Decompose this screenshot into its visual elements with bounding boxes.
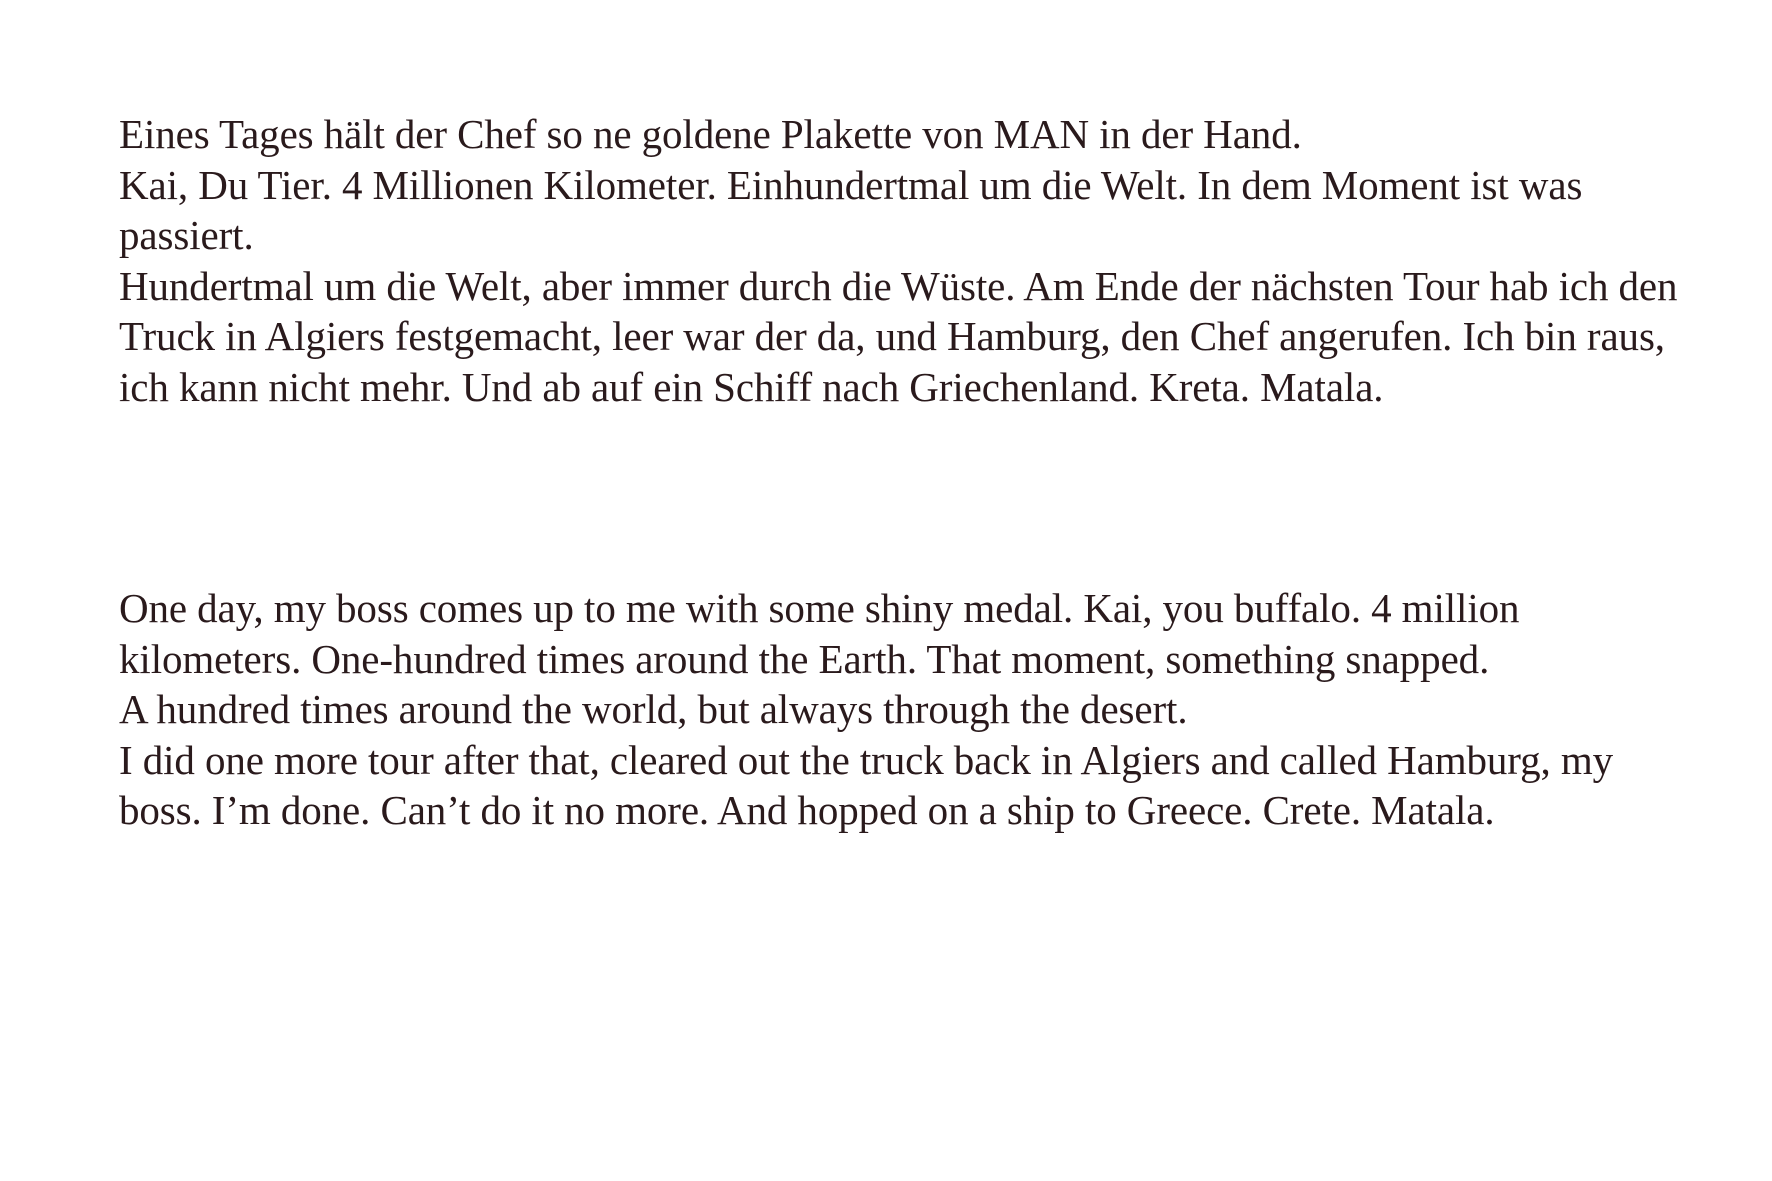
german-paragraph-3: Hundertmal um die Welt, aber immer durch die Wüste. Am Ende der nächsten Tour hab ich den Truck in Algiers festgemacht, leer war der da, und Hamburg, den Chef angerufen. Ich bin raus, ich kann nicht mehr. Und ab auf ein Schiff nach Griechenland. Kreta. Matala.: [119, 262, 1678, 410]
english-text-block: [119, 583, 1679, 836]
english-paragraph-1: One day, my boss comes up to me with some shiny medal. Kai, you buffalo. 4 million kilometers. One-hundred times around the Earth. That moment, something snapped.: [119, 585, 1520, 682]
german-paragraph-1: Eines Tages hält der Chef so ne goldene Plakette von MAN in der Hand.: [119, 111, 1302, 157]
english-paragraph-3: I did one more tour after that, cleared out the truck back in Algiers and called Hamburg, my boss. I’m done. Can’t do it no more. And hopped on a ship to Greece. Crete. Matala.: [119, 736, 1614, 833]
german-paragraph-2: Kai, Du Tier. 4 Millionen Kilometer. Einhundertmal um die Welt. In dem Moment ist was passiert.: [119, 161, 1583, 258]
english-paragraph-2: A hundred times around the world, but always through the desert.: [119, 686, 1188, 732]
german-text-block: [119, 109, 1679, 412]
